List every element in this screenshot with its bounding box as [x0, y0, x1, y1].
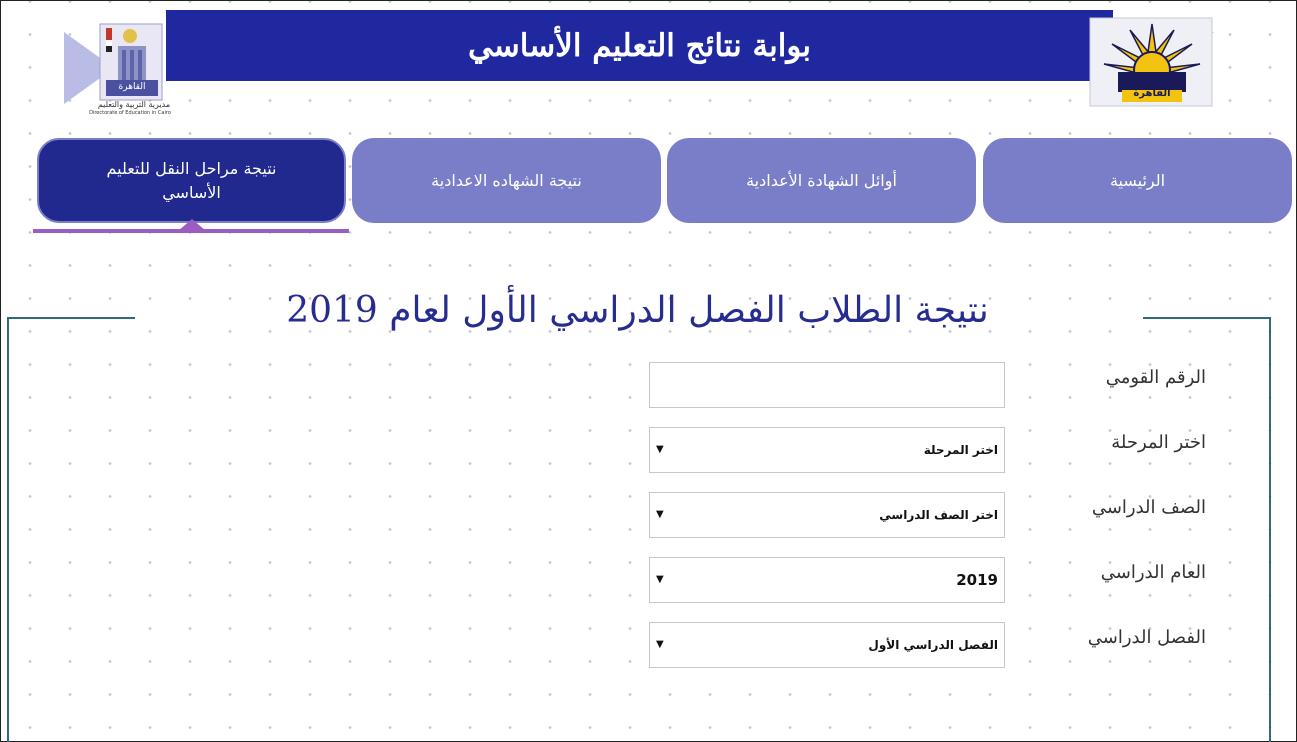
nav-prep-certificate-results[interactable]	[352, 138, 661, 223]
year-select[interactable]	[649, 557, 1005, 603]
term-select-value: الفصل الدراسي الأول	[868, 638, 998, 652]
grade-select[interactable]	[649, 492, 1005, 538]
logo-left-subtitle: مديرية التربية والتعليم	[97, 100, 171, 109]
caret-down-icon: ▼	[656, 509, 664, 520]
nav-prep-certificate-label: نتيجة الشهاده الاعدادية	[431, 170, 582, 190]
grade-label: الصف الدراسي	[1091, 497, 1206, 518]
logo-left-caption: القاهرة	[118, 82, 146, 92]
logo-right-caption: القاهرة	[1133, 88, 1171, 99]
caret-down-icon: ▼	[656, 444, 664, 455]
year-label: العام الدراسي	[1100, 562, 1206, 583]
stage-select-value: اختر المرحلة	[923, 443, 998, 457]
frame-left	[7, 317, 9, 742]
cairo-logo	[1088, 12, 1216, 108]
nav-home-label: الرئيسية	[1109, 170, 1166, 190]
term-label: الفصل الدراسي	[1087, 627, 1206, 648]
nav-top-students[interactable]	[667, 138, 976, 223]
national-id-input[interactable]	[649, 362, 1005, 408]
year-select-value: 2019	[956, 571, 998, 589]
logo-left-english: Directorate of Education in Cairo	[89, 110, 171, 116]
caret-down-icon: ▼	[656, 574, 664, 585]
term-select[interactable]	[649, 622, 1005, 668]
active-tab-arrow-icon	[178, 219, 206, 231]
national-id-label: الرقم القومي	[1105, 367, 1206, 388]
nav-transfer-stage-label: نتيجة مراحل النقل للتعليم الأساسي	[106, 158, 277, 202]
nav-transfer-stage-results[interactable]	[37, 138, 346, 223]
caret-down-icon: ▼	[656, 639, 664, 650]
frame-right	[1269, 317, 1271, 742]
grade-select-value: اختر الصف الدراسي	[879, 508, 998, 522]
portal-title: بوابة نتائج التعليم الأساسي	[467, 27, 812, 64]
nav-top-students-label: أوائل الشهادة الأعدادية	[746, 170, 897, 190]
frame-top-left	[7, 317, 135, 319]
nav-home[interactable]	[983, 138, 1292, 223]
stage-select[interactable]	[649, 427, 1005, 473]
page-title: نتيجة الطلاب الفصل الدراسي الأول لعام 2019	[286, 290, 989, 331]
stage-label: اختر المرحلة	[1111, 432, 1206, 453]
frame-top-right	[1143, 317, 1271, 319]
portal-title-bar	[166, 10, 1113, 81]
